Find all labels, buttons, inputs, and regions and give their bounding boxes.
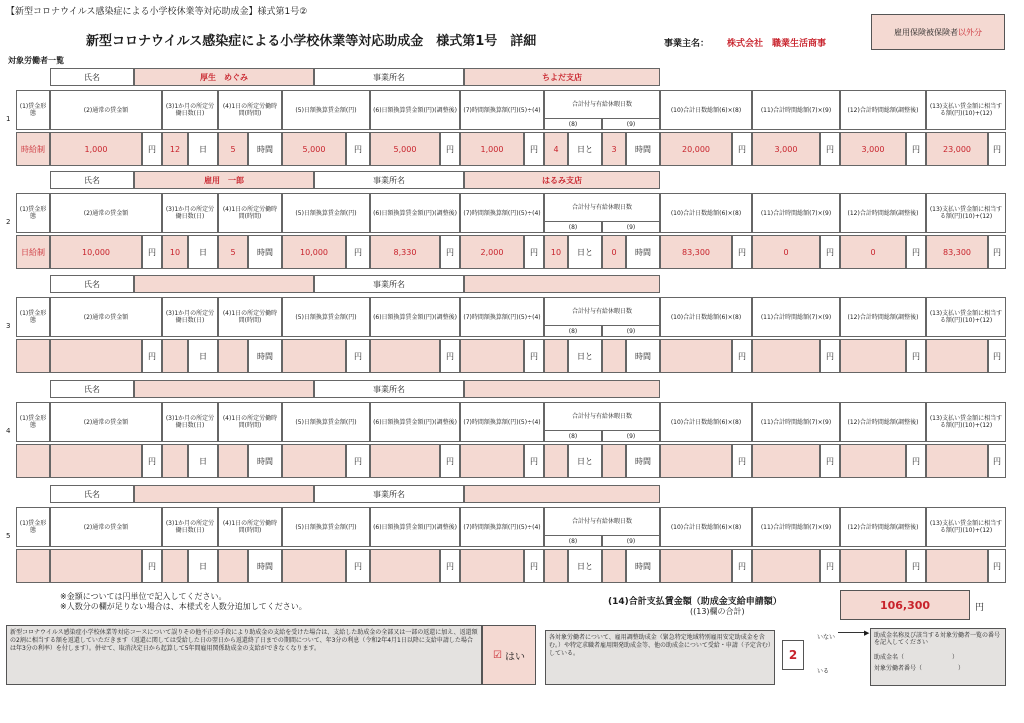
leave-days-header: 合計付与有給休暇日数 bbox=[544, 193, 660, 221]
worker-block bbox=[6, 485, 1006, 585]
wage-type-header: (1)賃金形態 bbox=[16, 507, 50, 547]
daily-wage-input[interactable]: 5,000 bbox=[282, 132, 346, 166]
yen-unit: 円 bbox=[524, 339, 544, 373]
total-hours-amount-input[interactable]: 3,000 bbox=[752, 132, 820, 166]
hour-unit: 時間 bbox=[626, 132, 660, 166]
paid-wage-header: (13)支払い賃金額に相当する額(円)(10)+(12) bbox=[926, 402, 1006, 442]
total-days-amount-header: (10)合計日数総額(6)×(8) bbox=[660, 90, 752, 130]
office-label: 事業所名 bbox=[314, 380, 464, 398]
hour-unit: 時間 bbox=[626, 339, 660, 373]
paid-wage-input[interactable] bbox=[926, 339, 988, 373]
daily-wage-header: (5)日額換算賃金額(円) bbox=[282, 193, 370, 233]
yen-unit: 円 bbox=[906, 235, 926, 269]
yen-unit: 円 bbox=[524, 132, 544, 166]
normal-wage-header: (2)通常の賃金額 bbox=[50, 193, 162, 233]
total-hours-amount-input[interactable] bbox=[752, 549, 820, 583]
other-subsidy-worker-number[interactable]: 対象労働者番号（ ） bbox=[874, 665, 965, 672]
hourly-wage-header: (7)時間額換算額(円)(5)÷(4) bbox=[460, 402, 544, 442]
total-hours-adjusted-input[interactable] bbox=[840, 549, 906, 583]
daily-wage-header: (5)日額換算賃金額(円) bbox=[282, 402, 370, 442]
hourly-wage-input[interactable] bbox=[460, 444, 524, 478]
hourly-wage-input[interactable]: 1,000 bbox=[460, 132, 524, 166]
arrow-line-icon bbox=[838, 632, 866, 633]
leave-hours-input[interactable] bbox=[602, 444, 626, 478]
office-name-input[interactable] bbox=[464, 485, 660, 503]
wage-type-input[interactable]: 日給制 bbox=[16, 235, 50, 269]
monthly-days-input[interactable] bbox=[162, 444, 188, 478]
hour-unit: 時間 bbox=[626, 444, 660, 478]
other-subsidy-name[interactable]: 助成金名（ ） bbox=[874, 654, 959, 661]
daily-wage-header: (5)日額換算賃金額(円) bbox=[282, 90, 370, 130]
name-label: 氏名 bbox=[50, 485, 134, 503]
hour-unit: 時間 bbox=[626, 549, 660, 583]
yen-unit: 円 bbox=[142, 549, 162, 583]
normal-wage-header: (2)通常の賃金額 bbox=[50, 402, 162, 442]
total-hours-adjusted-header: (12)合計時間総額(調整後) bbox=[840, 507, 926, 547]
yen-unit: 円 bbox=[142, 444, 162, 478]
normal-wage-header: (2)通常の賃金額 bbox=[50, 297, 162, 337]
leave-days-input[interactable]: 10 bbox=[544, 235, 568, 269]
wage-type-header: (1)賃金形態 bbox=[16, 402, 50, 442]
daily-wage-adjusted-input[interactable]: 5,000 bbox=[370, 132, 440, 166]
insurance-category-box bbox=[871, 14, 1005, 50]
daily-hours-header: (4)1日の所定労働時間(時間) bbox=[218, 507, 282, 547]
leave-days-input[interactable] bbox=[544, 549, 568, 583]
worker-block bbox=[6, 68, 1006, 168]
total-days-amount-header: (10)合計日数総額(6)×(8) bbox=[660, 297, 752, 337]
daily-wage-adjusted-input[interactable] bbox=[370, 339, 440, 373]
monthly-days-input[interactable]: 10 bbox=[162, 235, 188, 269]
worker-row-number: 2 bbox=[6, 218, 11, 226]
worker-row-number: 5 bbox=[6, 532, 11, 540]
normal-wage-input[interactable] bbox=[50, 549, 142, 583]
office-name-input[interactable]: ちよだ支店 bbox=[464, 68, 660, 86]
yen-unit: 円 bbox=[820, 549, 840, 583]
daily-wage-adjusted-input[interactable]: 8,330 bbox=[370, 235, 440, 269]
yen-unit: 円 bbox=[142, 339, 162, 373]
total-days-amount-header: (10)合計日数総額(6)×(8) bbox=[660, 507, 752, 547]
total-days-amount-header: (10)合計日数総額(6)×(8) bbox=[660, 193, 752, 233]
worker-list-label: 対象労働者一覧 bbox=[8, 56, 64, 65]
monthly-days-header: (3)1か月の所定労働日数(日) bbox=[162, 507, 218, 547]
daily-hours-input[interactable] bbox=[218, 339, 248, 373]
total-sub-label: ((13)欄の合計) bbox=[690, 607, 745, 616]
daily-hours-input[interactable]: 5 bbox=[218, 235, 248, 269]
insurance-category-highlight: 以外分 bbox=[958, 27, 982, 37]
total-hours-amount-header: (11)合計時間総額(7)×(9) bbox=[752, 402, 840, 442]
total-amount: 106,300 bbox=[840, 590, 970, 620]
leave-hours-sub-header: (9) bbox=[602, 535, 660, 547]
total-label: (14)合計支払賃金額（助成金支給申請額） bbox=[608, 597, 782, 607]
yen-unit: 円 bbox=[142, 132, 162, 166]
daily-wage-header: (5)日額換算賃金額(円) bbox=[282, 507, 370, 547]
yen-unit: 円 bbox=[732, 444, 752, 478]
daily-wage-header: (5)日額換算賃金額(円) bbox=[282, 297, 370, 337]
hour-unit: 時間 bbox=[248, 549, 282, 583]
total-hours-adjusted-input[interactable]: 3,000 bbox=[840, 132, 906, 166]
total-days-amount-input[interactable] bbox=[660, 549, 732, 583]
yen-unit: 円 bbox=[988, 444, 1006, 478]
normal-wage-input[interactable] bbox=[50, 339, 142, 373]
total-hours-adjusted-header: (12)合計時間総額(調整後) bbox=[840, 193, 926, 233]
yen-unit: 円 bbox=[820, 235, 840, 269]
office-label: 事業所名 bbox=[314, 171, 464, 189]
hourly-wage-header: (7)時間額換算額(円)(5)÷(4) bbox=[460, 507, 544, 547]
total-hours-amount-input[interactable]: 0 bbox=[752, 235, 820, 269]
hour-unit: 時間 bbox=[248, 235, 282, 269]
daily-hours-header: (4)1日の所定労働時間(時間) bbox=[218, 297, 282, 337]
leave-days-sub-header: (8) bbox=[544, 430, 602, 442]
total-hours-amount-input[interactable] bbox=[752, 339, 820, 373]
worker-name-input[interactable]: 厚生 めぐみ bbox=[134, 68, 314, 86]
other-subsidy-detail-box bbox=[870, 628, 1006, 686]
wage-type-input[interactable]: 時給制 bbox=[16, 132, 50, 166]
hourly-wage-input[interactable] bbox=[460, 339, 524, 373]
worker-row-number: 4 bbox=[6, 427, 11, 435]
name-label: 氏名 bbox=[50, 68, 134, 86]
yen-unit: 円 bbox=[732, 339, 752, 373]
hour-unit: 時間 bbox=[248, 444, 282, 478]
hour-unit: 時間 bbox=[248, 132, 282, 166]
worker-name-input[interactable] bbox=[134, 485, 314, 503]
fraud-declaration-text: 新型コロナウイルス感染症小学校休業等対応コースについて誤りその他不正の手段により助成金の支給を受けた場合は、支給した助成金の全部又は一部の返還に加え、返還額の2割に相当する額を返還していただきます（返還に関しては受給した日の翌日から返還終了日までの期間について、年3分の利息（令和2年4月1日以降に支給申請した場合は年3分の利率）を付します）。併せて、取消決定日から起算して5年間雇用関係助成金の支給ができなくなります。 bbox=[6, 625, 482, 685]
paid-wage-input[interactable]: 83,300 bbox=[926, 235, 988, 269]
yen-unit: 円 bbox=[988, 339, 1006, 373]
monthly-days-header: (3)1か月の所定労働日数(日) bbox=[162, 193, 218, 233]
leave-hours-input[interactable]: 3 bbox=[602, 132, 626, 166]
paid-wage-input[interactable]: 23,000 bbox=[926, 132, 988, 166]
leave-days-header: 合計付与有給休暇日数 bbox=[544, 90, 660, 118]
yen-unit: 円 bbox=[142, 235, 162, 269]
leave-hours-sub-header: (9) bbox=[602, 118, 660, 130]
total-hours-adjusted-header: (12)合計時間総額(調整後) bbox=[840, 297, 926, 337]
day-and-unit: 日と bbox=[568, 339, 602, 373]
name-label: 氏名 bbox=[50, 171, 134, 189]
yen-unit: 円 bbox=[906, 549, 926, 583]
yen-unit: 円 bbox=[440, 444, 460, 478]
day-and-unit: 日と bbox=[568, 235, 602, 269]
leave-hours-input[interactable] bbox=[602, 339, 626, 373]
office-label: 事業所名 bbox=[314, 275, 464, 293]
leave-hours-input[interactable] bbox=[602, 549, 626, 583]
total-hours-adjusted-header: (12)合計時間総額(調整後) bbox=[840, 402, 926, 442]
office-name-input[interactable] bbox=[464, 275, 660, 293]
yen-unit: 円 bbox=[988, 132, 1006, 166]
name-label: 氏名 bbox=[50, 275, 134, 293]
daily-wage-input[interactable] bbox=[282, 339, 346, 373]
day-and-unit: 日と bbox=[568, 444, 602, 478]
daily-hours-header: (4)1日の所定労働時間(時間) bbox=[218, 193, 282, 233]
daily-wage-adjusted-header: (6)日額換算賃金額(円)(調整後) bbox=[370, 193, 460, 233]
leave-days-input[interactable]: 4 bbox=[544, 132, 568, 166]
total-days-amount-input[interactable] bbox=[660, 339, 732, 373]
leave-days-sub-header: (8) bbox=[544, 325, 602, 337]
note-amount: ※金額については円単位で記入してください。 bbox=[60, 592, 227, 601]
leave-days-header: 合計付与有給休暇日数 bbox=[544, 507, 660, 535]
yen-unit: 円 bbox=[346, 132, 370, 166]
monthly-days-input[interactable] bbox=[162, 549, 188, 583]
note-add-pages: ※人数分の欄が足りない場合は、本様式を人数分追加してください。 bbox=[60, 602, 307, 611]
wage-type-input[interactable] bbox=[16, 444, 50, 478]
answer-option-yes: いる bbox=[817, 668, 830, 675]
total-hours-amount-header: (11)合計時間総額(7)×(9) bbox=[752, 507, 840, 547]
daily-wage-input[interactable] bbox=[282, 549, 346, 583]
wage-type-input[interactable] bbox=[16, 549, 50, 583]
yen-unit: 円 bbox=[988, 235, 1006, 269]
yen-unit: 円 bbox=[346, 339, 370, 373]
monthly-days-input[interactable]: 12 bbox=[162, 132, 188, 166]
hour-unit: 時間 bbox=[248, 339, 282, 373]
leave-days-sub-header: (8) bbox=[544, 221, 602, 233]
yen-unit: 円 bbox=[346, 549, 370, 583]
daily-wage-adjusted-header: (6)日額換算賃金額(円)(調整後) bbox=[370, 90, 460, 130]
paid-wage-header: (13)支払い賃金額に相当する額(円)(10)+(12) bbox=[926, 193, 1006, 233]
hourly-wage-input[interactable]: 2,000 bbox=[460, 235, 524, 269]
yen-unit: 円 bbox=[906, 339, 926, 373]
daily-hours-input[interactable] bbox=[218, 444, 248, 478]
employer-name: 株式会社 職業生活商事 bbox=[727, 39, 827, 49]
paid-wage-input[interactable] bbox=[926, 444, 988, 478]
worker-block bbox=[6, 380, 1006, 480]
day-unit: 日 bbox=[188, 339, 218, 373]
normal-wage-header: (2)通常の賃金額 bbox=[50, 90, 162, 130]
total-days-amount-header: (10)合計日数総額(6)×(8) bbox=[660, 402, 752, 442]
yen-unit: 円 bbox=[524, 444, 544, 478]
leave-days-sub-header: (8) bbox=[544, 535, 602, 547]
office-label: 事業所名 bbox=[314, 485, 464, 503]
yen-unit: 円 bbox=[820, 339, 840, 373]
yen-unit: 円 bbox=[906, 444, 926, 478]
yen-unit: 円 bbox=[524, 549, 544, 583]
arrow-head-icon: ▶ bbox=[864, 629, 870, 637]
other-subsidy-detail-title: 助成金名称及び該当する対象労働者一覧の番号を記入してください bbox=[874, 632, 1001, 646]
leave-days-sub-header: (8) bbox=[544, 118, 602, 130]
total-days-amount-input[interactable]: 83,300 bbox=[660, 235, 732, 269]
checkbox-label: はい bbox=[504, 651, 525, 663]
hourly-wage-header: (7)時間額換算額(円)(5)÷(4) bbox=[460, 193, 544, 233]
total-hours-adjusted-input[interactable] bbox=[840, 339, 906, 373]
wage-type-header: (1)賃金形態 bbox=[16, 90, 50, 130]
name-label: 氏名 bbox=[50, 380, 134, 398]
daily-wage-adjusted-input[interactable] bbox=[370, 549, 440, 583]
daily-hours-header: (4)1日の所定労働時間(時間) bbox=[218, 90, 282, 130]
form-header: 【新型コロナウイルス感染症による小学校休業等対応助成金】様式第1号② bbox=[6, 7, 308, 17]
yen-unit: 円 bbox=[732, 132, 752, 166]
total-hours-amount-header: (11)合計時間総額(7)×(9) bbox=[752, 90, 840, 130]
day-unit: 日 bbox=[188, 132, 218, 166]
declaration-checkbox[interactable] bbox=[482, 625, 536, 685]
yen-unit: 円 bbox=[440, 339, 460, 373]
hourly-wage-header: (7)時間額換算額(円)(5)÷(4) bbox=[460, 90, 544, 130]
worker-row-number: 1 bbox=[6, 115, 11, 123]
yen-unit: 円 bbox=[732, 235, 752, 269]
yen-unit: 円 bbox=[346, 235, 370, 269]
wage-type-header: (1)賃金形態 bbox=[16, 193, 50, 233]
leave-days-header: 合計付与有給休暇日数 bbox=[544, 297, 660, 325]
leave-days-input[interactable] bbox=[544, 444, 568, 478]
day-and-unit: 日と bbox=[568, 549, 602, 583]
daily-hours-header: (4)1日の所定労働時間(時間) bbox=[218, 402, 282, 442]
normal-wage-input[interactable]: 1,000 bbox=[50, 132, 142, 166]
yen-unit: 円 bbox=[732, 549, 752, 583]
office-name-input[interactable] bbox=[464, 380, 660, 398]
hourly-wage-header: (7)時間額換算額(円)(5)÷(4) bbox=[460, 297, 544, 337]
leave-hours-sub-header: (9) bbox=[602, 325, 660, 337]
worker-name-input[interactable] bbox=[134, 380, 314, 398]
daily-wage-adjusted-header: (6)日額換算賃金額(円)(調整後) bbox=[370, 507, 460, 547]
total-hours-adjusted-input[interactable] bbox=[840, 444, 906, 478]
paid-wage-header: (13)支払い賃金額に相当する額(円)(10)+(12) bbox=[926, 507, 1006, 547]
total-hours-amount-header: (11)合計時間総額(7)×(9) bbox=[752, 193, 840, 233]
employer-label: 事業主名： bbox=[664, 39, 710, 49]
checkbox-check-icon: ☑ bbox=[493, 649, 502, 661]
total-unit: 円 bbox=[975, 603, 985, 613]
worker-block bbox=[6, 275, 1006, 375]
yen-unit: 円 bbox=[988, 549, 1006, 583]
yen-unit: 円 bbox=[440, 549, 460, 583]
paid-wage-input[interactable] bbox=[926, 549, 988, 583]
worker-name-input[interactable]: 雇用 一郎 bbox=[134, 171, 314, 189]
day-unit: 日 bbox=[188, 549, 218, 583]
monthly-days-header: (3)1か月の所定労働日数(日) bbox=[162, 297, 218, 337]
daily-hours-input[interactable] bbox=[218, 549, 248, 583]
insurance-category-text: 雇用保険被保険者 bbox=[894, 27, 958, 37]
paid-wage-header: (13)支払い賃金額に相当する額(円)(10)+(12) bbox=[926, 297, 1006, 337]
worker-name-input[interactable] bbox=[134, 275, 314, 293]
hourly-wage-input[interactable] bbox=[460, 549, 524, 583]
other-subsidy-answer[interactable]: 2 bbox=[782, 640, 804, 670]
yen-unit: 円 bbox=[524, 235, 544, 269]
daily-hours-input[interactable]: 5 bbox=[218, 132, 248, 166]
leave-hours-sub-header: (9) bbox=[602, 430, 660, 442]
total-hours-amount-header: (11)合計時間総額(7)×(9) bbox=[752, 297, 840, 337]
leave-hours-sub-header: (9) bbox=[602, 221, 660, 233]
day-unit: 日 bbox=[188, 444, 218, 478]
leave-days-input[interactable] bbox=[544, 339, 568, 373]
daily-wage-adjusted-input[interactable] bbox=[370, 444, 440, 478]
yen-unit: 円 bbox=[440, 132, 460, 166]
total-hours-adjusted-input[interactable]: 0 bbox=[840, 235, 906, 269]
office-name-input[interactable]: はるみ支店 bbox=[464, 171, 660, 189]
normal-wage-header: (2)通常の賃金額 bbox=[50, 507, 162, 547]
day-unit: 日 bbox=[188, 235, 218, 269]
normal-wage-input[interactable]: 10,000 bbox=[50, 235, 142, 269]
paid-wage-header: (13)支払い賃金額に相当する額(円)(10)+(12) bbox=[926, 90, 1006, 130]
daily-wage-input[interactable] bbox=[282, 444, 346, 478]
daily-wage-adjusted-header: (6)日額換算賃金額(円)(調整後) bbox=[370, 297, 460, 337]
total-days-amount-input[interactable] bbox=[660, 444, 732, 478]
total-hours-adjusted-header: (12)合計時間総額(調整後) bbox=[840, 90, 926, 130]
office-label: 事業所名 bbox=[314, 68, 464, 86]
page-title: 新型コロナウイルス感染症による小学校休業等対応助成金 様式第1号 詳細 bbox=[86, 34, 537, 49]
daily-wage-input[interactable]: 10,000 bbox=[282, 235, 346, 269]
worker-block bbox=[6, 171, 1006, 271]
normal-wage-input[interactable] bbox=[50, 444, 142, 478]
yen-unit: 円 bbox=[906, 132, 926, 166]
daily-wage-adjusted-header: (6)日額換算賃金額(円)(調整後) bbox=[370, 402, 460, 442]
yen-unit: 円 bbox=[440, 235, 460, 269]
total-days-amount-input[interactable]: 20,000 bbox=[660, 132, 732, 166]
yen-unit: 円 bbox=[820, 132, 840, 166]
yen-unit: 円 bbox=[820, 444, 840, 478]
leave-hours-input[interactable]: 0 bbox=[602, 235, 626, 269]
yen-unit: 円 bbox=[346, 444, 370, 478]
wage-type-header: (1)賃金形態 bbox=[16, 297, 50, 337]
monthly-days-input[interactable] bbox=[162, 339, 188, 373]
day-and-unit: 日と bbox=[568, 132, 602, 166]
other-subsidy-question: 各対象労働者について、雇用調整助成金（緊急特定地域特別雇用安定助成金を含む。）や特定求職者雇用開発助成金等、他の助成金について受給・申請（予定含む）している。 bbox=[545, 630, 775, 685]
worker-row-number: 3 bbox=[6, 322, 11, 330]
leave-days-header: 合計付与有給休暇日数 bbox=[544, 402, 660, 430]
total-hours-amount-input[interactable] bbox=[752, 444, 820, 478]
answer-option-none: いない bbox=[817, 634, 836, 641]
monthly-days-header: (3)1か月の所定労働日数(日) bbox=[162, 90, 218, 130]
monthly-days-header: (3)1か月の所定労働日数(日) bbox=[162, 402, 218, 442]
wage-type-input[interactable] bbox=[16, 339, 50, 373]
hour-unit: 時間 bbox=[626, 235, 660, 269]
